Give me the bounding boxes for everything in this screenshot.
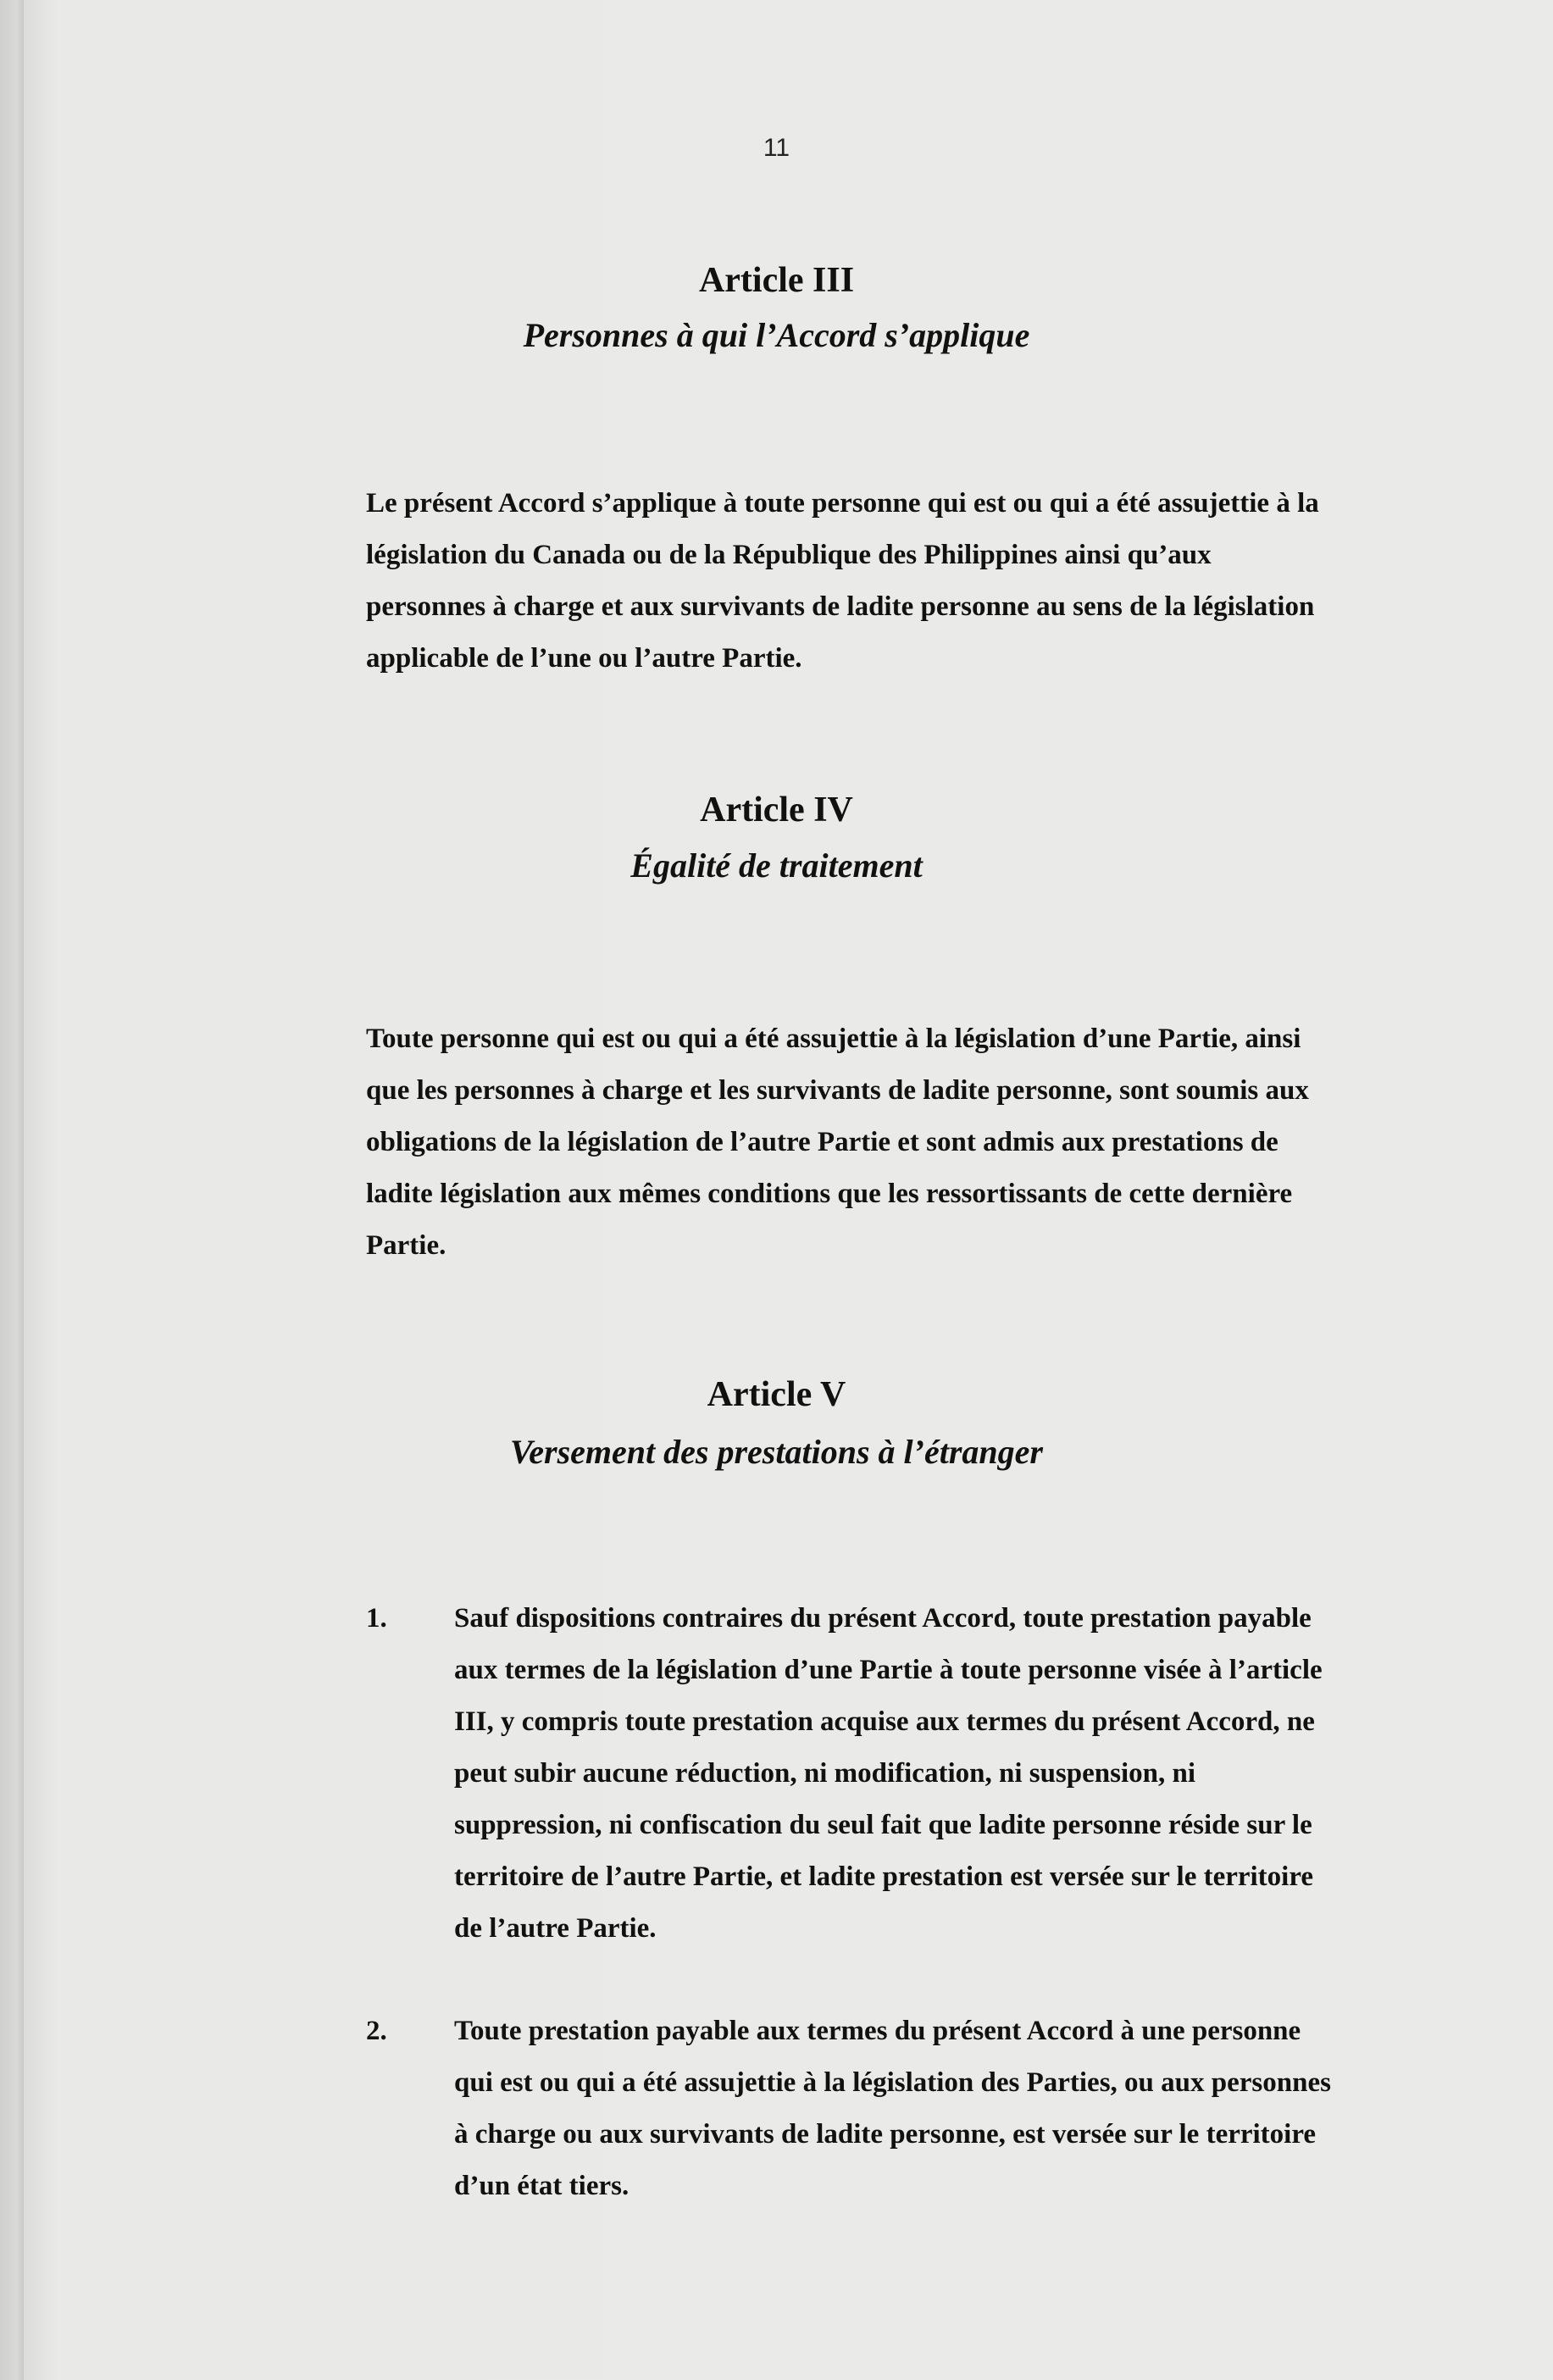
article-5-title: Article V bbox=[707, 1375, 846, 1414]
article-4-subtitle: Égalité de traitement bbox=[630, 846, 923, 885]
article-5-subtitle: Versement des prestations à l’étranger bbox=[510, 1433, 1043, 1471]
article-4-paragraph: Toute personne qui est ou qui a été assujettie à la législation d’une Partie, ainsi que les personnes à charge et les survivants de ladite personne, sont soumis aux obligations de la législation de l’autre Partie et sont admis aux prestations de ladite législation aux mêmes conditions que les ressortissants de cette dernière Partie. bbox=[366, 1024, 1309, 1261]
list-item-text: Sauf dispositions contraires du présent Accord, toute prestation payable aux termes de la législation d’une Partie à toute personne visée à l’article III, y compris toute prestation acquise aux termes du présent Accord, ne peut subir aucune réduction, ni modification, ni suspension, ni suppression, ni confiscation du seul fait que ladite personne réside sur le territoire de l’autre Partie, et ladite prestation est versée sur le territoire de l’autre Partie. bbox=[454, 1603, 1323, 1944]
article-3-paragraph: Le présent Accord s’applique à toute personne qui est ou qui a été assujettie à la législation du Canada ou de la République des Philippines ainsi qu’aux personnes à charge et aux survivants de ladite personne au sens de la législation applicable de l’une ou l’autre Partie. bbox=[366, 488, 1319, 674]
page-number: 11 bbox=[763, 134, 790, 162]
list-item-text: Toute prestation payable aux termes du présent Accord à une personne qui est ou qui a été assujettie à la législation des Parties, ou aux personnes à charge ou aux survivants de ladite personne, est versée sur le territoire d’un état tiers. bbox=[454, 2016, 1331, 2201]
page-binding-edge bbox=[0, 0, 24, 2380]
list-item-number: 2. bbox=[366, 2016, 387, 2046]
list-item-number: 1. bbox=[366, 1603, 387, 1634]
article-3-subtitle: Personnes à qui l’Accord s’applique bbox=[523, 316, 1030, 354]
article-4-title: Article IV bbox=[700, 791, 853, 829]
article-3-title: Article III bbox=[698, 261, 855, 300]
